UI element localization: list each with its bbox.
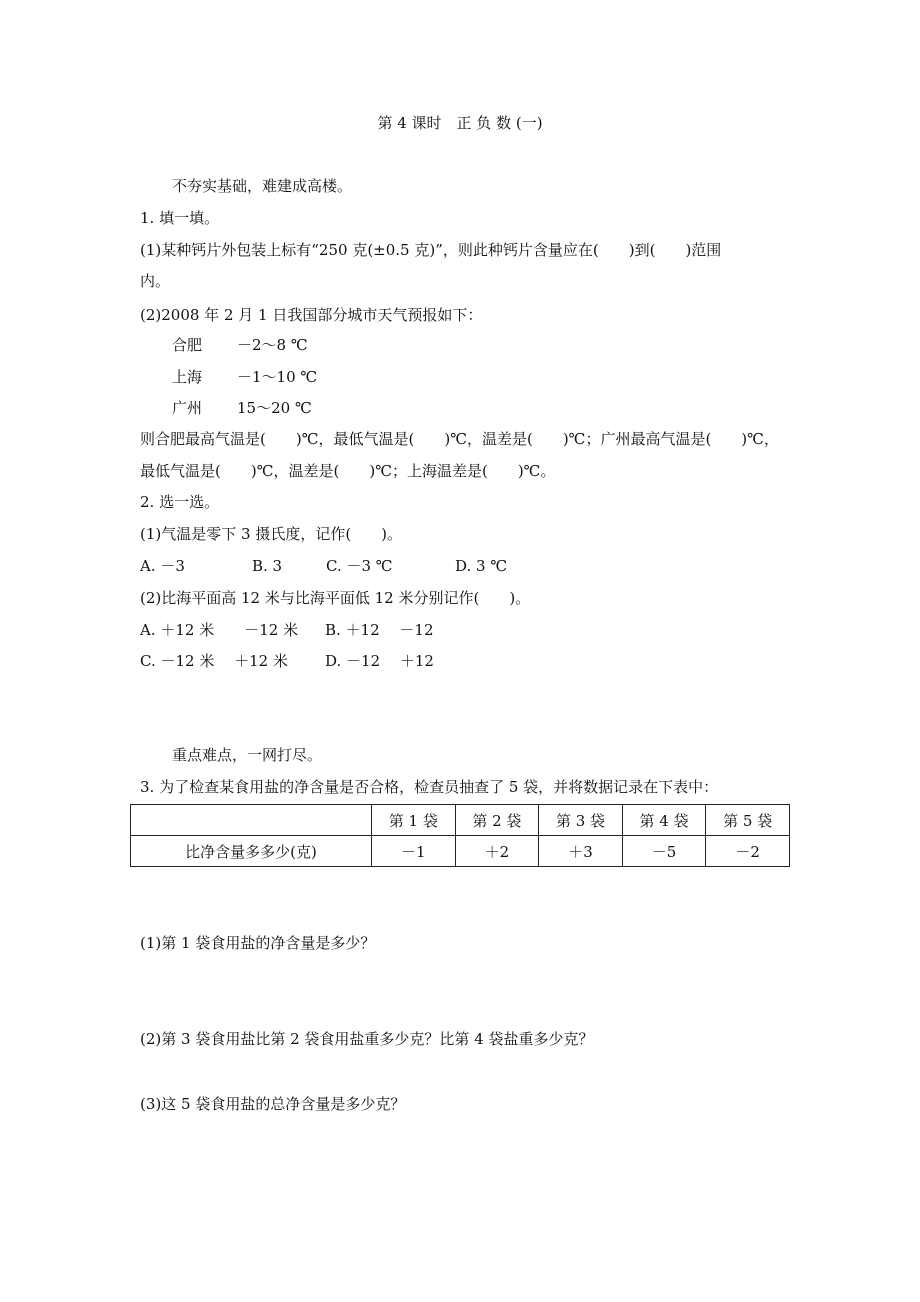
- q1-part1-line2: 内。: [140, 272, 171, 290]
- q3-heading: 3. 为了检查某食用盐的净含量是否合格，检查员抽查了 5 袋，并将数据记录在下表中：: [140, 778, 719, 796]
- city-name: 广州: [172, 399, 203, 417]
- q2-part1: (1)气温是零下 3 摄氏度，记作( )。: [140, 525, 403, 543]
- table-header-cell: [131, 805, 372, 836]
- table-header-cell: 第 1 袋: [372, 805, 456, 836]
- table-header-row: [131, 805, 790, 836]
- q1-part2-line1: 则合肥最高气温是( )℃，最低气温是( )℃，温差是( )℃；广州最高气温是( )℃，: [140, 430, 779, 448]
- table-cell: －5: [622, 836, 706, 867]
- q2-heading: 2. 选一选。: [140, 493, 220, 511]
- q3-sub1: (1)第 1 袋食用盐的净含量是多少？: [140, 934, 376, 952]
- city-temp: 15～20 ℃: [237, 399, 312, 417]
- table-header-cell: 第 4 袋: [622, 805, 706, 836]
- salt-data-table: [130, 804, 790, 867]
- city-name: 合肥: [172, 336, 203, 354]
- motto-basic: 不夯实基础，难建成高楼。: [172, 177, 353, 195]
- option-a: A. －3: [140, 557, 185, 575]
- q2-part2: (2)比海平面高 12 米与比海平面低 12 米分别记作( )。: [140, 589, 531, 607]
- q1-heading: 1. 填一填。: [140, 209, 220, 227]
- option-d: D. －12 ＋12: [325, 652, 434, 670]
- q1-part2-intro: (2)2008 年 2 月 1 日我国部分城市天气预报如下：: [140, 306, 483, 324]
- table-cell: ＋3: [539, 836, 623, 867]
- city-name: 上海: [172, 368, 203, 386]
- city-temp: －1～10 ℃: [237, 368, 318, 386]
- option-c: C. －12 米 ＋12 米: [140, 652, 288, 670]
- q3-sub2: (2)第 3 袋食用盐比第 2 袋食用盐重多少克？比第 4 袋盐重多少克？: [140, 1030, 594, 1048]
- option-a: A. ＋12 米 －12 米: [140, 621, 299, 639]
- table-cell: ＋2: [455, 836, 539, 867]
- city-temp: －2～8 ℃: [237, 336, 308, 354]
- option-d: D. 3 ℃: [455, 557, 508, 575]
- q3-sub3: (3)这 5 袋食用盐的总净含量是多少克？: [140, 1095, 406, 1113]
- page-title: 第 4 课时 正 负 数 (一): [377, 114, 543, 132]
- q1-part2-line2: 最低气温是( )℃，温差是( )℃；上海温差是( )℃。: [140, 462, 556, 480]
- table-header-cell: 第 2 袋: [455, 805, 539, 836]
- motto-key-points: 重点难点，一网打尽。: [172, 746, 323, 764]
- row-label: 比净含量多多少(克): [131, 836, 372, 867]
- table-header-cell: 第 3 袋: [539, 805, 623, 836]
- table-cell: －1: [372, 836, 456, 867]
- q1-part1-line1: (1)某种钙片外包装上标有“250 克(±0.5 克)”，则此种钙片含量应在( )到( )范围: [140, 241, 722, 259]
- option-b: B. 3: [252, 557, 283, 575]
- table-header-cell: 第 5 袋: [706, 805, 790, 836]
- table-cell: －2: [706, 836, 790, 867]
- option-c: C. －3 ℃: [326, 557, 393, 575]
- option-b: B. ＋12 －12: [325, 621, 434, 639]
- table-row: [131, 836, 790, 867]
